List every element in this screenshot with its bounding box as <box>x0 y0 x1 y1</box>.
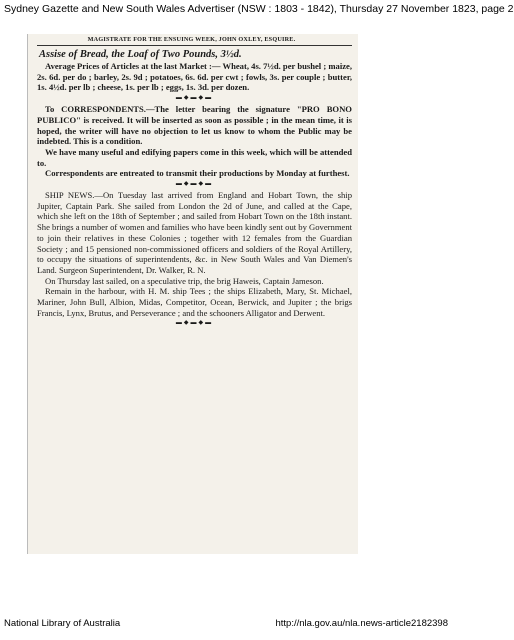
harbour-paragraph: Remain in the harbour, with H. M. ship Tees ; the ships Elizabeth, Mary, St. Michael, Mariner, John Bull, Albion, Midas, Competitor, Ocean, Berwick, and Jupiter ; the brigs Francis, Lynx, Brutus, and Perseverance ; and the schooners Alligator and Derwent. <box>37 286 352 318</box>
entreated-paragraph: Correspondents are entreated to transmit their productions by Monday at furthest. <box>45 168 350 179</box>
page-header: Sydney Gazette and New South Wales Advertiser (NSW : 1803 - 1842), Thursday 27 November 1823, page 2 <box>4 3 514 15</box>
divider <box>37 45 352 46</box>
newspaper-clipping <box>27 34 358 554</box>
correspondents-paragraph: To CORRESPONDENTS.—The letter bearing the signature "PRO BONO PUBLICO" is received. It will be inserted as soon as possible ; in the mean time, it is hoped, the writer will have no objection to let us know to whom the Public may be indebted. This is a condition. <box>37 104 352 147</box>
footer-source: National Library of Australia <box>4 618 121 629</box>
bread-assise-title: Assise of Bread, the Loaf of Two Pounds, 3½d. <box>39 49 242 60</box>
papers-paragraph: We have many useful and edifying papers come in this week, which will be attended to. <box>37 146 352 168</box>
separator: ▬◆▬◆▬ <box>175 320 214 327</box>
sailed-paragraph: On Thursday last sailed, on a speculative trip, the brig Haweis, Captain Jameson. <box>45 275 324 286</box>
ship-news-paragraph: SHIP NEWS.—On Tuesday last arrived from England and Hobart Town, the ship Jupiter, Captain Park. She sailed from London the 2d of June, and called at the Cape, which she left on the 18th of September ; and sailed from Hobart Town on the 18th instant. She brings a number of women and families who have been kindly sent out by Government to join their relatives in these Colonies ; together with 12 females from the Guardian Society ; and 15 pensioned non-commissioned officers and soldiers of the Royal Artillery, to occupy the situations of superintendents, &c. in New South Wales and Van Diemen's Land. Surgeon Superintendent, Dr. Walker, R. N. <box>37 190 352 275</box>
footer-link[interactable]: http://nla.gov.au/nla.news-article2182398 <box>275 618 448 629</box>
separator: ▬◆▬◆▬ <box>175 181 214 188</box>
separator: ▬◆▬◆▬ <box>175 95 214 102</box>
magistrate-line: MAGISTRATE FOR THE ENSUING WEEK, JOHN OXLEY, ESQUIRE. <box>87 36 296 43</box>
market-prices-paragraph: Average Prices of Articles at the last Market :— Wheat, 4s. 7½d. per bushel ; maize, 2s. 6d. per do ; barley, 2s. 9d ; potatoes, 6s. 6d. per cwt ; fowls, 3s. per couple ; butter, 1s. 4½d. per lb ; cheese, 1s. per lb ; eggs, 1s. 3d. per dozen. <box>37 61 352 93</box>
